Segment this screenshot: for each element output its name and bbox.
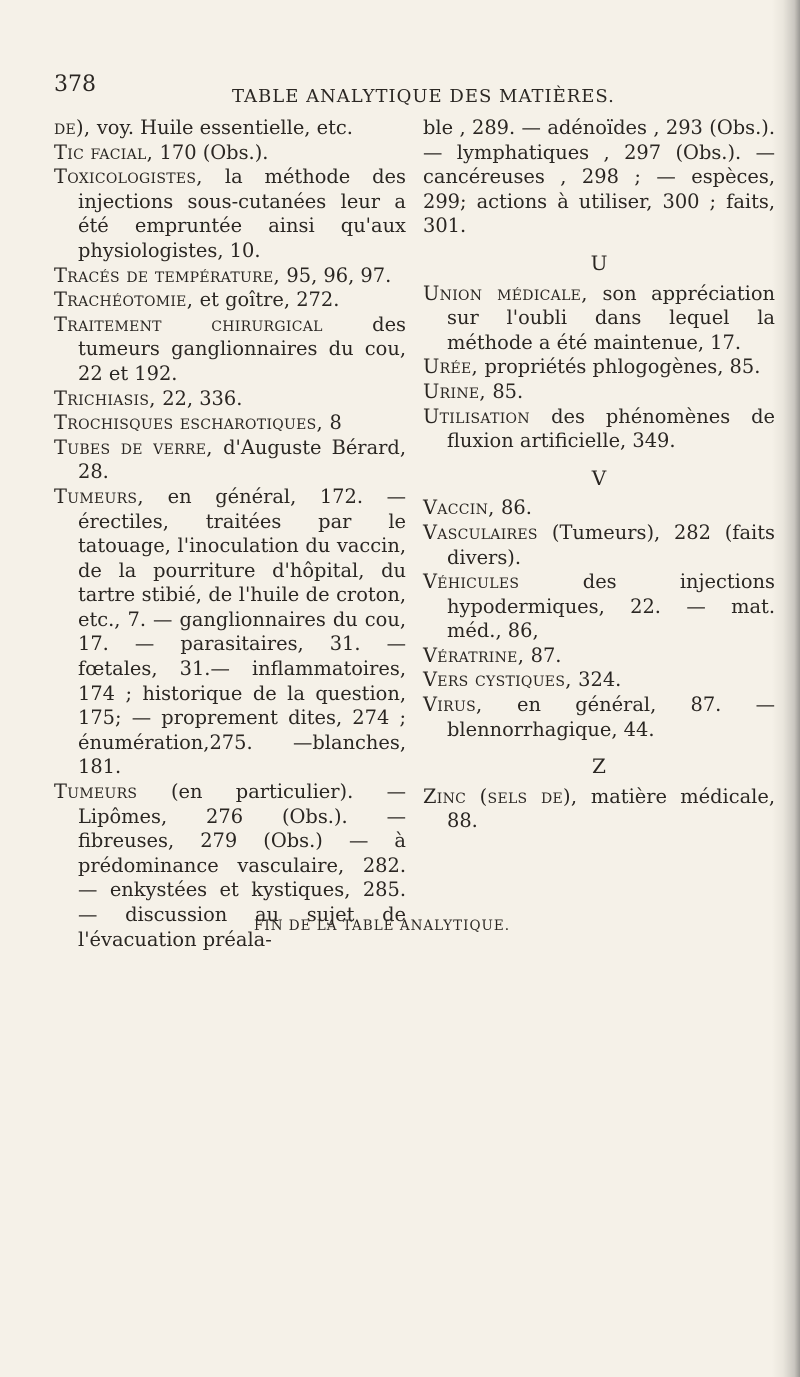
index-entry [423, 496, 775, 521]
entry-text: des phénomènes de fluxion artificielle, 349. [447, 404, 775, 453]
entry-text: (en particulier). — Lipômes, 276 (Obs.). — fibreuses, 279 (Obs.) — à prédominance vasculaire, 282. — enkystées et kystiques, 285. — discussion au sujet de l'évacuation préala- [78, 780, 406, 951]
entry-text: 85. [492, 379, 524, 403]
index-entry [423, 380, 775, 405]
index-entry [54, 436, 406, 485]
entry-text: 8 [329, 411, 342, 435]
index-entry [423, 785, 775, 834]
entry-headword: de), [54, 116, 97, 139]
entry-text: propriétés phlogogènes, 85. [484, 355, 761, 379]
entry-text: la méthode des injections sous-cutanées leur a été empruntée ainsi qu'aux physiologistes, 10. [78, 165, 406, 262]
entry-headword: Tumeurs, [54, 484, 168, 508]
entry-text: voy. Huile essentielle, etc. [96, 116, 353, 139]
entry-text: en général, 172. — érectiles, traitées par le tatouage, l'inoculation du vaccin, de la pourriture d'hôpital, du tartre stibié, de l'huile de croton, etc., 7. — ganglionnaires du cou, 17. — parasitaires, 31. — fœtales, 31.— inflammatoires, 174 ; historique de la question, 175; — proprement dites, 274 ; énumération,275. —blanches, 181. [78, 484, 406, 779]
entry-headword: Toxicologistes, [54, 165, 225, 189]
section-letter-z: Z [592, 754, 606, 779]
entry-headword: Vers cystiques, [423, 668, 579, 692]
index-entry [423, 116, 775, 239]
entry-headword: Urée, [423, 355, 485, 379]
entry-headword: Vasculaires [423, 520, 552, 544]
section-letter-u: U [590, 250, 608, 275]
right-column [423, 116, 775, 834]
page-edge-shadow [772, 0, 800, 1377]
entry-text: des tumeurs ganglionnaires du cou, 22 et 192. [78, 312, 406, 385]
entry-headword: Vaccin, [423, 496, 502, 520]
index-entry [423, 668, 775, 693]
entry-headword: Trichiasis, [54, 386, 163, 410]
end-of-table-note: FIN DE LA TABLE ANALYTIQUE. [254, 918, 511, 934]
entry-text: 22, 336. [162, 386, 243, 410]
index-entry [423, 355, 775, 380]
entry-text: 95, 96, 97. [286, 263, 392, 287]
entry-text: matière médicale, 88. [447, 784, 775, 833]
entry-text: 87. [530, 643, 562, 667]
entry-headword: Tic facial, [54, 140, 160, 164]
entry-headword: Union médicale, [423, 281, 603, 305]
index-entry [54, 165, 406, 263]
index-entry [423, 282, 775, 356]
entry-headword: Urine, [423, 379, 493, 403]
index-entry [54, 411, 406, 436]
entry-headword: Virus, [423, 693, 517, 717]
entry-headword: Trachéotomie, [54, 288, 200, 312]
left-column [54, 116, 406, 952]
entry-headword: Trochisques escharotiques, [54, 411, 330, 435]
entry-headword: Tumeurs [54, 780, 171, 804]
entry-text: 86. [501, 496, 532, 520]
entry-text: des injections hypodermiques, 22. — mat. méd., 86, [447, 570, 775, 643]
entry-headword: Vératrine, [423, 643, 531, 667]
entry-headword: Véhicules [423, 570, 583, 594]
index-entry [423, 521, 775, 570]
index-entry [54, 264, 406, 289]
index-entry [54, 141, 406, 166]
index-entry [423, 644, 775, 669]
entry-text: en général, 87. — blennorrhagique, 44. [447, 693, 775, 741]
entry-headword: Zinc (sels de), [423, 784, 591, 808]
page-title: TABLE ANALYTIQUE DES MATIÈRES. [232, 86, 615, 107]
index-entry [54, 485, 406, 780]
entry-headword: Tracés de température, [54, 263, 287, 287]
entry-text: son appréciation sur l'oubli dans lequel la méthode a été maintenue, 17. [447, 281, 775, 354]
index-entry [54, 288, 406, 313]
entry-text: et goître, 272. [199, 288, 340, 312]
section-letter-v: V [591, 465, 607, 490]
entry-text: 324. [578, 668, 622, 692]
index-entry [423, 693, 775, 742]
entry-text: ble , 289. — adénoïdes , 293 (Obs.). — lymphatiques , 297 (Obs.). — cancéreuses , 298 ; — espèces, 299; actions à utiliser, 300 ; faits, 301. [423, 116, 775, 238]
entry-text: (Tumeurs), 282 (faits divers). [447, 520, 775, 569]
index-entry [423, 405, 775, 454]
index-entry [423, 570, 775, 644]
entry-text: d'Auguste Bérard, 28. [78, 435, 406, 484]
index-entry [54, 313, 406, 387]
entry-text: 170 (Obs.). [159, 140, 269, 164]
page-number: 378 [54, 72, 96, 97]
index-entry [54, 116, 406, 141]
index-entry [54, 387, 406, 412]
entry-headword: Utilisation [423, 404, 552, 428]
entry-headword: Traitement chirurgical [54, 312, 373, 336]
entry-headword: Tubes de verre, [54, 435, 224, 459]
